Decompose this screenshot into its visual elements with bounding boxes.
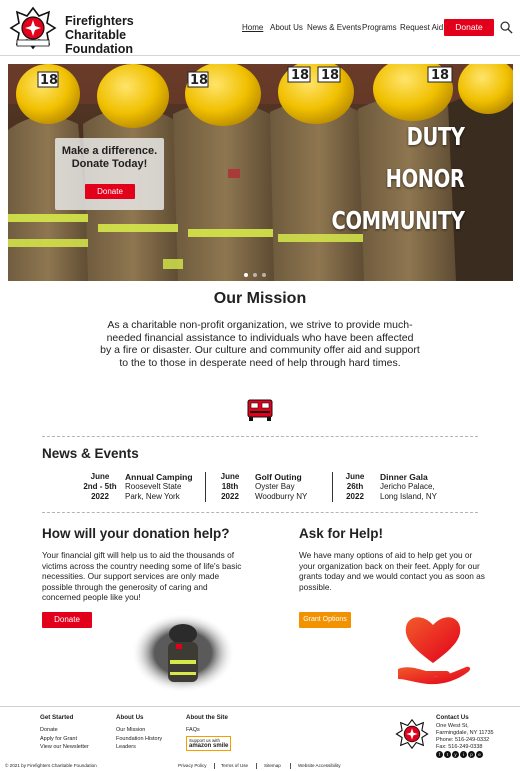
aid-title: Ask for Help!: [299, 526, 384, 541]
instagram-icon[interactable]: i: [460, 751, 467, 758]
event-location-2: Long Island, NY: [380, 492, 437, 501]
footer-contact: [436, 714, 494, 751]
org-name[interactable]: [65, 14, 195, 56]
event-day: 26th: [346, 482, 364, 491]
event-location-1: Roosevelt State: [125, 482, 182, 491]
event-info: [125, 472, 193, 502]
footer-col-get-started: [40, 714, 89, 752]
event-month: June: [220, 472, 240, 481]
footer-col-about-site: [186, 714, 231, 751]
social-links: [436, 751, 484, 758]
bottom-link-terms[interactable]: Terms of Use: [221, 763, 249, 768]
nav-programs[interactable]: Programs: [362, 23, 397, 32]
bottom-link-privacy[interactable]: Privacy Policy: [178, 763, 207, 768]
footer-link-apply-grant[interactable]: Apply for Grant: [40, 735, 77, 742]
event-year: 2022: [346, 492, 364, 501]
header-donate-button[interactable]: Donate: [444, 19, 494, 36]
slogan-honor: HONOR: [386, 164, 465, 193]
event-info: [380, 472, 437, 502]
footer-heading: Get Started: [40, 714, 74, 721]
hero-callout: [55, 138, 164, 210]
event-day: 2nd - 5th: [83, 482, 117, 491]
nav-request-aid[interactable]: Request Aid: [400, 23, 444, 32]
footer-heading: Contact Us: [436, 714, 469, 721]
event-separator: [205, 472, 206, 502]
contact-phone: Phone: 516-249-0332: [436, 737, 490, 743]
bottom-separator: [290, 763, 291, 769]
facebook-icon[interactable]: f: [436, 751, 443, 758]
heart-in-hand-icon: [394, 613, 472, 687]
event-name: Dinner Gala: [380, 472, 428, 482]
event-item[interactable]: [80, 472, 200, 504]
slide-dot[interactable]: [262, 273, 266, 277]
firefighter-photo: [130, 612, 236, 694]
bottom-link-sitemap[interactable]: Sitemap: [264, 763, 281, 768]
fire-department-logo-icon[interactable]: [9, 6, 57, 50]
mission-title: Our Mission: [213, 290, 307, 307]
helmet-number: 18: [190, 73, 209, 88]
fire-truck-icon: [247, 397, 273, 422]
event-item[interactable]: [210, 472, 330, 504]
donation-text: Your financial gift will help us to aid the thousands of victims across the country needing some of life's basic necessities. Our support services are only made possible through the generosity of caring and concerned people like you!: [42, 550, 242, 603]
donate-button[interactable]: Donate: [42, 612, 92, 628]
event-day: 18th: [221, 482, 239, 491]
org-name-line1: Firefighters Charitable: [65, 14, 134, 42]
callout-line1: Make a difference.: [61, 145, 158, 157]
org-name-line2: Foundation: [65, 42, 134, 56]
event-location-1: Jericho Palace,: [380, 482, 435, 491]
footer-link-leaders[interactable]: Leaders: [116, 744, 136, 751]
contact-address-1: One West St,: [436, 723, 469, 729]
footer-col-about-us: [116, 714, 162, 752]
event-year: 2022: [91, 492, 109, 501]
slogan-duty: DUTY: [407, 122, 465, 151]
divider: [42, 512, 478, 513]
footer-link-donate[interactable]: Donate: [40, 727, 58, 733]
contact-address-2: Farmingdale, NY 11735: [436, 730, 494, 736]
footer-link-history[interactable]: Foundation History: [116, 735, 163, 742]
copyright: © 2021 by Firefighters Charitable Foundation: [5, 763, 97, 768]
slogan-community: COMMUNITY: [331, 206, 465, 235]
footer-heading: About the Site: [186, 714, 228, 721]
event-item[interactable]: [335, 472, 455, 504]
pinterest-icon[interactable]: p: [468, 751, 475, 758]
bottom-bar: [0, 762, 520, 771]
helmet-number: 18: [40, 73, 59, 88]
nav-home[interactable]: Home: [242, 23, 264, 32]
amazon-smile-badge[interactable]: [186, 736, 231, 751]
email-icon[interactable]: e: [476, 751, 483, 758]
slide-dot[interactable]: [244, 273, 248, 277]
search-icon[interactable]: [500, 21, 513, 34]
event-location-1: Oyster Bay: [255, 482, 295, 491]
event-date: [210, 472, 250, 502]
event-month: June: [90, 472, 110, 481]
contact-fax: Fax: 516-249-0338: [436, 744, 483, 750]
donation-title: How will your donation help?: [42, 526, 230, 541]
amazon-line2: amazon smile: [189, 742, 229, 749]
event-year: 2022: [221, 492, 239, 501]
aid-text: We have many options of aid to help get you or your organization back on their feet. Apply for our grants today and we would contact you as soon as possible.: [299, 550, 485, 592]
nav-about-us[interactable]: About Us: [270, 23, 303, 32]
divider: [42, 436, 478, 437]
event-location-2: Woodburry NY: [255, 492, 308, 501]
event-month: June: [345, 472, 365, 481]
event-name: Golf Outing: [255, 472, 302, 482]
footer-heading: About Us: [116, 714, 144, 721]
footer-link-newsletter[interactable]: View our Newsletter: [40, 744, 89, 751]
bottom-link-accessibility[interactable]: Website Accessibility: [298, 763, 341, 768]
footer-link-mission[interactable]: Our Mission: [116, 727, 146, 733]
grant-options-button[interactable]: Grant Options: [299, 612, 351, 628]
event-info: [255, 472, 307, 502]
hero-donate-button[interactable]: Donate: [85, 184, 135, 199]
twitter-icon[interactable]: t: [444, 751, 451, 758]
news-title: News & Events: [42, 446, 139, 461]
helmet-number: 18: [321, 68, 340, 83]
hero-slogan: [332, 116, 465, 242]
footer-logo-icon[interactable]: [395, 717, 429, 751]
slide-dots: [244, 264, 271, 281]
hero-banner: [8, 64, 513, 281]
bottom-separator: [256, 763, 257, 769]
callout-line2: Donate Today!: [71, 158, 148, 170]
helmet-number: 18: [431, 68, 450, 83]
helmet-number: 18: [291, 68, 310, 83]
mission-text: As a charitable non-profit organization, we strive to provide much-needed financial assistance to individuals who have been affected by a fire or disaster. Our culture and community offer aid and support to the to those in desperate need of help through hard times.: [100, 319, 420, 369]
footer-link-faqs[interactable]: FAQs: [186, 727, 200, 733]
youtube-icon[interactable]: y: [452, 751, 459, 758]
amazon-line1: Support us with: [189, 737, 221, 743]
event-name: Annual Camping: [125, 472, 193, 482]
slide-dot[interactable]: [253, 273, 257, 277]
event-date: [80, 472, 120, 502]
event-location-2: Park, New York: [125, 492, 180, 501]
event-date: [335, 472, 375, 502]
bottom-separator: [214, 763, 215, 769]
nav-news-events[interactable]: News & Events: [307, 23, 362, 32]
site-header: [0, 0, 520, 56]
event-separator: [332, 472, 333, 502]
